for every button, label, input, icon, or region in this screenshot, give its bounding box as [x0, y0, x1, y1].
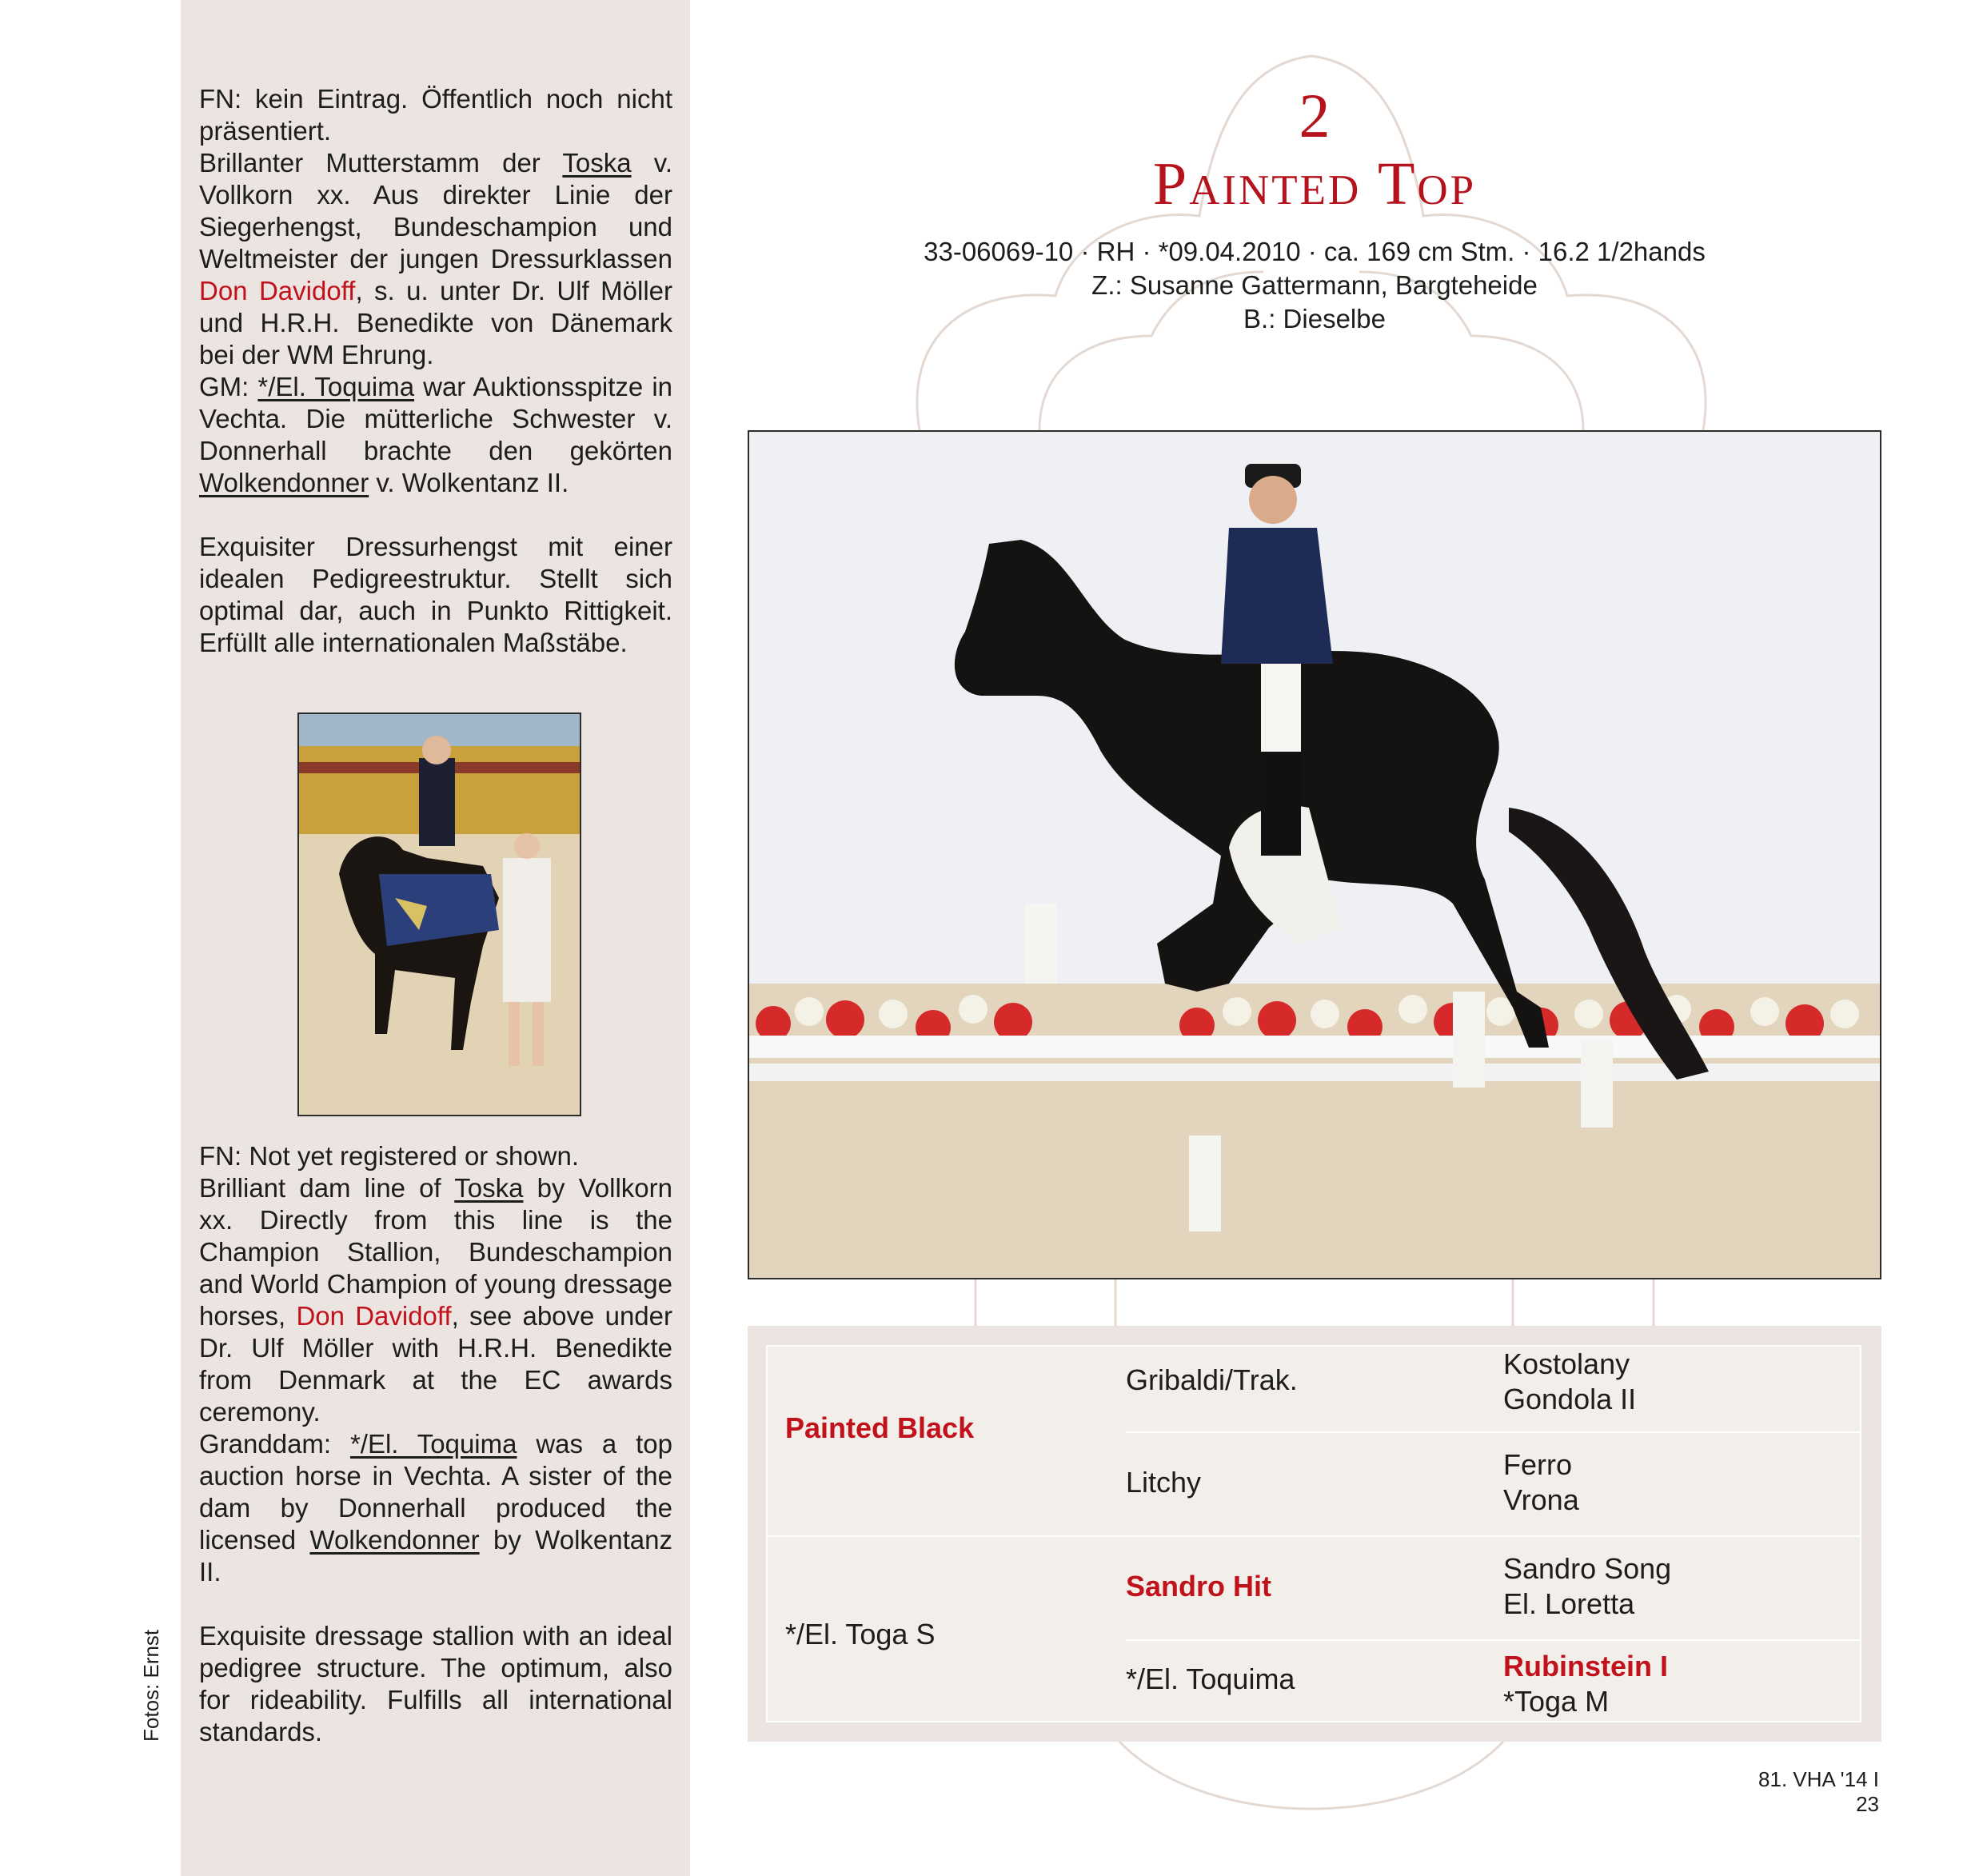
owner: B.: Dieselbe	[1243, 304, 1386, 333]
award-ceremony-photo	[297, 712, 581, 1116]
german-description	[199, 83, 672, 659]
link-toska[interactable]: Toska	[454, 1173, 524, 1203]
pedigree-ggp: Sandro Song	[1503, 1552, 1672, 1585]
english-description	[199, 1140, 672, 1748]
pedigree-divider	[768, 1535, 1860, 1537]
pedigree-ggp: Gondola II	[1503, 1383, 1637, 1415]
page-number: 81. VHA '14 I 23	[1758, 1767, 1879, 1816]
link-toska[interactable]: Toska	[562, 148, 632, 178]
pedigree-divider	[1126, 1639, 1860, 1641]
main-horse-photo	[748, 430, 1881, 1279]
english-paragraph-2: Exquisite dressage stallion with an ideal pedigree structure. The optimum, also for rideability. Fulfills all international standards.	[199, 1621, 672, 1746]
breeder: Z.: Susanne Gattermann, Bargteheide	[1091, 270, 1538, 300]
highlight-don-davidoff: Don Davidoff	[296, 1301, 452, 1331]
german-paragraph-1: FN: kein Eintrag. Öffentlich noch nicht präsentiert. Brillanter Mutterstamm der Toska v. Vollkorn xx. Aus direkter Linie der Siegerhengst, Bundeschampion und Weltmeister der jungen Dressurklassen Don Davidoff, s. u. unter Dr. Ulf Möller und H.R.H. Benedikte von Dänemark bei der WM Ehrung. GM: */El. Toquima war Auktionsspitze in Vechta. Die mütterliche Schwester v. Donnerhall brachte den gekörten Wolkendonner v. Wolkentanz II.	[199, 84, 673, 497]
link-wolkendonner[interactable]: Wolkendonner	[309, 1525, 480, 1555]
pedigree-dam-dam: */El. Toquima	[1126, 1662, 1295, 1695]
german-paragraph-2: Exquisiter Dressurhengst mit einer idealen Pedigreestruktur. Stellt sich optimal dar, auch in Punkto Rittigkeit. Erfüllt alle internationalen Maßstäbe.	[199, 532, 672, 657]
pedigree-sire-sire: Gribaldi/Trak.	[1126, 1363, 1298, 1396]
pedigree-ggp: Ferro	[1503, 1448, 1573, 1481]
english-paragraph-1: FN: Not yet registered or shown. Brilliant dam line of Toska by Vollkorn xx. Directly from this line is the Champion Stallion, Bundeschampion and World Champion of young dressage horses, Don Davidoff, see above under Dr. Ulf Möller with H.R.H. Benedikte from Denmark at the EC awards ceremony. Granddam: */El. Toquima was a top auction horse in Vechta. A sister of the dam by Donnerhall produced the licensed Wolkendonner by Wolkentanz II.	[199, 1141, 673, 1587]
pedigree-dam-sire: Sandro Hit	[1126, 1570, 1272, 1603]
pedigree-sire-dam: Litchy	[1126, 1466, 1202, 1499]
link-toquima[interactable]: */El. Toquima	[257, 372, 415, 401]
photo-credit: Fotos: Ernst	[139, 1629, 163, 1742]
pedigree-ggp: Kostolany	[1503, 1347, 1630, 1380]
pedigree-ggp: Vrona	[1503, 1483, 1579, 1516]
pedigree-dam: */El. Toga S	[785, 1618, 936, 1650]
pedigree-divider	[1126, 1431, 1860, 1433]
lot-number: 2	[1299, 81, 1331, 150]
pedigree-sire: Painted Black	[785, 1411, 975, 1444]
pedigree-table	[766, 1345, 1861, 1722]
link-wolkendonner[interactable]: Wolkendonner	[199, 468, 369, 497]
horse-details: 33-06069-10 · RH · *09.04.2010 · ca. 169 cm Stm. · 16.2 1/2hands	[924, 237, 1706, 266]
highlight-don-davidoff: Don Davidoff	[199, 276, 356, 305]
horse-name: Painted Top	[1152, 150, 1477, 218]
pedigree-ggp: Rubinstein I	[1503, 1650, 1668, 1682]
pedigree-ggp: *Toga M	[1503, 1685, 1610, 1718]
pedigree-ggp: El. Loretta	[1503, 1587, 1635, 1620]
link-toquima[interactable]: */El. Toquima	[349, 1429, 517, 1459]
